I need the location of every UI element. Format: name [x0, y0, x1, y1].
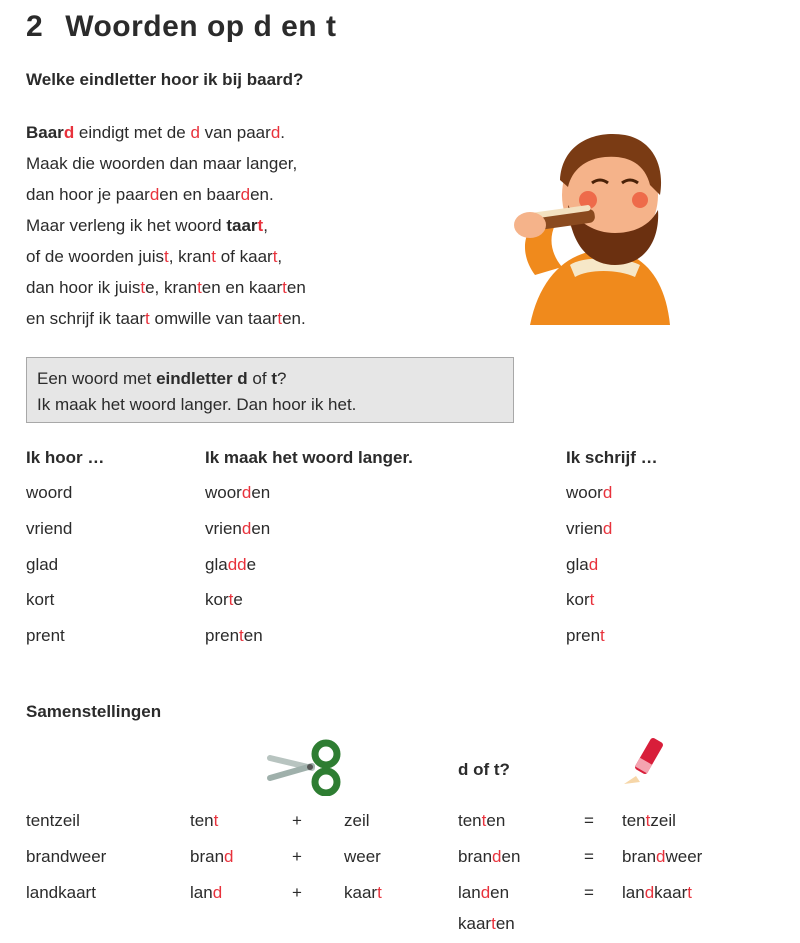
- text-segment: gla: [566, 555, 589, 574]
- longer-cell: [205, 590, 243, 610]
- text-segment: kor: [566, 590, 590, 609]
- highlight-letter: d: [241, 519, 252, 538]
- marker-icon: [622, 736, 670, 788]
- poem-line: [26, 117, 306, 148]
- text-segment: en: [486, 811, 506, 830]
- poem-line: [26, 179, 306, 210]
- equals-sign: =: [584, 847, 594, 866]
- longer-cell: [205, 555, 256, 575]
- text-segment: eindigt met de: [74, 123, 191, 142]
- text-segment: dan hoor ik juis: [26, 278, 141, 297]
- text-segment: of kaar: [215, 247, 273, 266]
- text-segment: en.: [250, 185, 274, 204]
- highlight-letter: d: [588, 555, 599, 574]
- highlight-letter: t: [272, 247, 278, 266]
- text-segment: e: [233, 590, 243, 609]
- text-segment: Maak die woorden dan maar langer,: [26, 154, 298, 173]
- highlight-letter: dd: [227, 555, 247, 574]
- text-segment: weer: [665, 847, 703, 866]
- text-segment: ten: [622, 811, 646, 830]
- highlight-letter: d: [656, 847, 666, 866]
- plus-sign: +: [292, 883, 302, 902]
- text-segment: kaar: [458, 914, 492, 933]
- highlight-letter: d: [644, 883, 655, 902]
- text-segment: kaar: [654, 883, 688, 902]
- highlight-letter: t: [239, 626, 244, 645]
- text-segment: en: [501, 847, 521, 866]
- compounds-heading: Samenstellingen: [26, 702, 162, 721]
- highlight-letter: d: [212, 883, 223, 902]
- text-segment: woor: [566, 483, 603, 502]
- highlight-letter: t: [282, 278, 287, 297]
- highlight-letter: d: [270, 123, 281, 142]
- hear-cell: prent: [26, 626, 65, 645]
- compound-result: [622, 883, 692, 903]
- text-segment: woor: [205, 483, 242, 502]
- text-segment: zeil: [650, 811, 676, 830]
- text-segment: Een woord met: [37, 369, 157, 388]
- text-segment: en: [286, 278, 306, 297]
- text-segment: pren: [205, 626, 240, 645]
- page-title: [26, 10, 336, 44]
- text-segment: ten: [190, 811, 214, 830]
- hear-cell: woord: [26, 483, 73, 502]
- header-hear: Ik hoor …: [26, 448, 105, 467]
- compound-part2: [344, 847, 381, 867]
- highlight-letter: t: [600, 626, 605, 645]
- text-segment: dan hoor je paar: [26, 185, 150, 204]
- text-segment: Maar verleng ik het woord: [26, 216, 227, 235]
- header-longer: Ik maak het woord langer.: [205, 448, 413, 467]
- text-segment: omwille van taar: [149, 309, 278, 328]
- write-cell: [566, 555, 598, 575]
- longer-cell: [205, 519, 270, 539]
- compound-result: [622, 847, 702, 867]
- highlight-letter: t: [213, 811, 219, 830]
- highlight-letter: d: [602, 519, 613, 538]
- compound-part1: [190, 883, 222, 903]
- highlight-letter: t: [687, 883, 692, 902]
- highlight-letter: d: [240, 185, 251, 204]
- text-segment: vrien: [205, 519, 242, 538]
- compound-word: landkaart: [26, 883, 96, 902]
- compound-part1: [190, 847, 234, 867]
- text-segment: zeil: [344, 811, 370, 830]
- text-segment: pren: [566, 626, 601, 645]
- equals-sign: =: [584, 811, 594, 830]
- check-word: [458, 847, 520, 867]
- section-number: 2: [26, 10, 44, 43]
- text-segment: ?: [276, 369, 287, 388]
- compound-word: tentzeil: [26, 811, 80, 830]
- text-segment: lan: [458, 883, 481, 902]
- bearded-man-illustration: [500, 125, 675, 325]
- header-write: Ik schrijf …: [566, 448, 658, 467]
- text-segment: gla: [205, 555, 228, 574]
- text-segment: lan: [190, 883, 213, 902]
- text-segment: en: [251, 483, 271, 502]
- poem-line: [26, 210, 306, 241]
- highlight-letter: t: [145, 309, 150, 328]
- text-segment: weer: [344, 847, 381, 866]
- text-segment: bran: [622, 847, 657, 866]
- poem-line: [26, 272, 306, 303]
- text-segment: eindletter d: [156, 369, 248, 388]
- poem-line: [26, 241, 306, 272]
- rule-box: [26, 357, 514, 423]
- text-segment: ten: [458, 811, 482, 830]
- text-segment: lan: [622, 883, 645, 902]
- hear-cell: kort: [26, 590, 55, 609]
- text-segment: ,: [277, 247, 283, 266]
- text-segment: taar: [226, 216, 258, 235]
- text-segment: e, kran: [145, 278, 198, 297]
- highlight-letter: t: [228, 590, 234, 609]
- write-cell: [566, 483, 612, 503]
- highlight-letter: t: [481, 811, 487, 830]
- highlight-letter: d: [190, 123, 200, 142]
- compound-part2: [344, 883, 382, 903]
- equals-sign: =: [584, 883, 594, 902]
- highlight-letter: t: [491, 914, 496, 933]
- text-segment: Ik maak het woord langer. Dan hoor ik het.: [37, 395, 357, 414]
- text-segment: e: [246, 555, 257, 574]
- text-segment: t: [271, 369, 277, 388]
- text-segment: Baar: [26, 123, 64, 142]
- text-segment: van paar: [199, 123, 271, 142]
- section-title: Woorden op d en t: [65, 10, 337, 43]
- highlight-letter: t: [589, 590, 595, 609]
- compound-part1: [190, 811, 218, 831]
- text-segment: en en kaar: [201, 278, 283, 297]
- highlight-letter: t: [140, 278, 146, 297]
- highlight-letter: d: [63, 123, 75, 142]
- text-segment: en.: [282, 309, 306, 328]
- text-segment: en: [495, 914, 515, 933]
- highlight-letter: d: [149, 185, 160, 204]
- text-segment: kaar: [344, 883, 378, 902]
- highlight-letter: d: [224, 847, 234, 866]
- highlight-letter: d: [602, 483, 613, 502]
- poem: [26, 117, 306, 334]
- compound-part2: [344, 811, 370, 831]
- scissors-icon: [266, 738, 348, 796]
- highlight-letter: t: [197, 278, 202, 297]
- text-segment: vrien: [566, 519, 603, 538]
- poem-line: [26, 303, 306, 334]
- check-word: [458, 811, 505, 831]
- question-heading: Welke eindletter hoor ik bij baard?: [26, 70, 304, 89]
- check-word: [458, 883, 509, 903]
- text-segment: , kran: [168, 247, 212, 266]
- highlight-letter: d: [241, 483, 252, 502]
- compound-result: [622, 811, 676, 831]
- text-segment: .: [280, 123, 286, 142]
- plus-sign: +: [292, 847, 302, 866]
- hear-cell: vriend: [26, 519, 73, 538]
- text-segment: of: [247, 369, 272, 388]
- text-segment: bran: [458, 847, 493, 866]
- highlight-letter: d: [480, 883, 491, 902]
- text-segment: en: [251, 519, 271, 538]
- text-segment: of de woorden juis: [26, 247, 164, 266]
- text-segment: bran: [190, 847, 225, 866]
- rule-line-2: [37, 392, 503, 418]
- text-segment: en en baar: [159, 185, 241, 204]
- highlight-letter: d: [492, 847, 502, 866]
- longer-cell: [205, 483, 270, 503]
- write-cell: [566, 590, 594, 610]
- text-segment: kor: [205, 590, 229, 609]
- highlight-letter: t: [377, 883, 382, 902]
- hear-cell: glad: [26, 555, 59, 574]
- highlight-letter: t: [277, 309, 283, 328]
- highlight-letter: t: [211, 247, 216, 266]
- write-cell: [566, 626, 605, 646]
- poem-line: [26, 148, 306, 179]
- text-segment: en schrijf ik taar: [26, 309, 146, 328]
- check-word: [458, 914, 515, 934]
- plus-sign: +: [292, 811, 302, 830]
- text-segment: ,: [263, 216, 268, 235]
- text-segment: en: [243, 626, 263, 645]
- compound-word: brandweer: [26, 847, 107, 866]
- highlight-letter: t: [257, 216, 264, 235]
- rule-line-1: [37, 366, 503, 392]
- text-segment: en: [490, 883, 510, 902]
- write-cell: [566, 519, 612, 539]
- highlight-letter: t: [645, 811, 651, 830]
- highlight-letter: t: [163, 247, 169, 266]
- d-or-t-label: d of t?: [458, 760, 510, 779]
- longer-cell: [205, 626, 263, 646]
